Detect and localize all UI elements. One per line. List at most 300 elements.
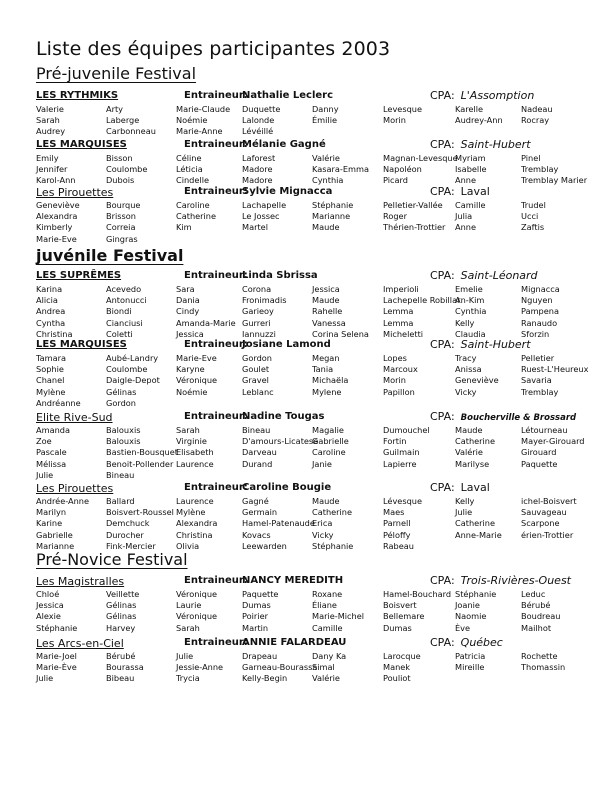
skater-last-name: Thomassin	[521, 662, 566, 673]
skater-last-name: Bisson	[106, 153, 133, 163]
skater-rows	[36, 284, 606, 340]
team-name: LES MARQUISES	[36, 339, 127, 350]
skater-last-name: Gélinas	[106, 600, 137, 611]
skater-rows	[36, 200, 606, 245]
skater-last-name: Gélinas	[106, 386, 137, 397]
cpa-club	[430, 138, 531, 151]
skater-last-name: Duquette	[242, 104, 281, 114]
skater-first-name: Noémie	[176, 386, 208, 397]
skater-last-name: Lévéillé	[242, 126, 274, 137]
cpa-club	[430, 574, 571, 587]
skater-last-name: Paquette	[521, 458, 558, 469]
skater-last-name: Laberge	[106, 115, 140, 126]
club-name: Boucherville & Brossard	[460, 413, 577, 423]
skater-last-name: Pelletier	[521, 353, 555, 363]
skater-first-name: Jessie-Anne	[176, 662, 224, 673]
skater-first-name: Vanessa	[312, 317, 346, 328]
team-block	[36, 575, 606, 634]
skater-first-name: Pascale	[36, 447, 67, 458]
skater-last-name: Veillette	[106, 589, 140, 599]
skater-last-name: Balouxis	[106, 436, 141, 447]
skater-first-name: Stéphanie	[312, 540, 354, 551]
skater-first-name: Sara	[176, 284, 195, 294]
skater-last-name: érien-Trottier	[521, 529, 574, 540]
skater-first-name: Valérie	[455, 447, 483, 458]
skater-first-name: Marie-Eve	[36, 233, 77, 244]
skater-first-name: Naomie	[455, 611, 487, 622]
skater-first-name: Danny	[312, 104, 339, 114]
skater-last-name: Paquette	[242, 589, 279, 599]
skater-last-name: Rabeau	[383, 540, 414, 551]
skater-first-name: Emelie	[455, 284, 483, 294]
team-header	[36, 186, 606, 200]
skater-last-name: Magnan-Levesque	[383, 153, 458, 163]
skater-row	[36, 470, 606, 481]
skater-last-name: Leewarden	[242, 540, 287, 551]
skater-last-name: Fortin	[383, 436, 407, 447]
team-block	[36, 186, 606, 245]
skater-first-name: Cindy	[176, 306, 200, 317]
skater-last-name: Marcoux	[383, 364, 418, 375]
skater-first-name: Valérie	[312, 153, 340, 163]
skater-first-name: Vicky	[312, 529, 334, 540]
skater-last-name: Fink-Mercier	[106, 540, 156, 551]
skater-last-name: Létourneau	[521, 425, 568, 435]
skater-last-name: Lévesque	[383, 496, 423, 506]
skater-last-name: Arty	[106, 104, 124, 114]
skater-last-name: Daigle-Depot	[106, 375, 160, 386]
skater-first-name: Maude	[312, 295, 340, 306]
coach-name: Caroline Bougie	[242, 482, 332, 493]
skater-first-name: Christina	[36, 328, 73, 339]
skater-first-name: Megan	[312, 353, 340, 363]
skater-first-name: Sarah	[176, 622, 200, 633]
skater-last-name: Brisson	[106, 211, 136, 222]
skater-first-name: Anne	[455, 222, 477, 233]
skater-last-name: Dumouchel	[383, 425, 430, 435]
skater-first-name: Marie-Eve	[176, 353, 217, 363]
skater-row	[36, 200, 606, 211]
team-header	[36, 270, 606, 284]
skater-last-name: Dubois	[106, 175, 135, 186]
skater-last-name: Coulombe	[106, 364, 148, 375]
skater-last-name: Coletti	[106, 328, 133, 339]
skater-first-name: Janie	[312, 458, 332, 469]
skater-last-name: Corona	[242, 284, 272, 294]
skater-first-name: Kasara-Emma	[312, 164, 370, 175]
skater-last-name: Drapeau	[242, 651, 278, 661]
skater-row	[36, 589, 606, 600]
skater-first-name: Marie-Michel	[312, 611, 365, 622]
skater-last-name: Bourassa	[106, 662, 144, 673]
skater-row	[36, 126, 606, 137]
club-name: Trois-Rivières-Ouest	[460, 574, 571, 587]
club-name: Québec	[460, 636, 503, 649]
skater-row	[36, 507, 606, 518]
cpa-label: CPA:	[430, 636, 455, 649]
skater-first-name: Dany Ka	[312, 651, 347, 661]
skater-last-name: Bineau	[106, 469, 135, 480]
skater-rows	[36, 589, 606, 634]
skater-last-name: Lachepelle Robillar	[383, 295, 461, 306]
skater-first-name: Myriam	[455, 153, 486, 163]
skater-first-name: Catherine	[455, 518, 496, 529]
skater-row	[36, 459, 606, 470]
skater-first-name: Cyntha	[36, 317, 66, 328]
skater-row	[36, 662, 606, 673]
skater-last-name: Ruest-L'Heureux	[521, 364, 589, 375]
skater-first-name: Andrea	[36, 306, 66, 317]
cpa-club	[430, 338, 531, 351]
skater-row	[36, 375, 606, 386]
skater-first-name: Jessica	[36, 600, 64, 611]
cpa-label: CPA:	[430, 269, 455, 282]
coach-label: Entraineur:	[184, 339, 248, 350]
skater-first-name: Olivia	[176, 540, 200, 551]
skater-first-name: Jennifer	[36, 164, 68, 175]
cpa-label: CPA:	[430, 574, 455, 587]
skater-first-name: Elisabeth	[176, 447, 214, 458]
skater-first-name: Vicky	[455, 386, 477, 397]
cpa-club	[430, 636, 503, 649]
skater-last-name: Boisvert	[383, 600, 417, 611]
skater-last-name: Carbonneau	[106, 126, 156, 137]
skater-row	[36, 104, 606, 115]
skater-last-name: Martin	[242, 622, 269, 633]
skater-first-name: Kelly	[455, 496, 475, 506]
skater-first-name: Cynthia	[312, 175, 344, 186]
skater-row	[36, 115, 606, 126]
skater-first-name: Joanie	[455, 600, 480, 611]
skater-first-name: Véronique	[176, 589, 218, 599]
skater-last-name: Trudel	[521, 200, 546, 210]
skater-last-name: Larocque	[383, 651, 421, 661]
skater-last-name: Germain	[242, 507, 278, 518]
skater-last-name: Gingras	[106, 233, 138, 244]
skater-last-name: Savaria	[521, 375, 552, 386]
skater-last-name: Aubé-Landry	[106, 353, 159, 363]
skater-first-name: Magalie	[312, 425, 344, 435]
skater-first-name: Noémie	[176, 115, 208, 126]
skater-last-name: Tremblay Marier	[521, 175, 588, 186]
skater-row	[36, 673, 606, 684]
skater-last-name: Garieoy	[242, 306, 274, 317]
skater-last-name: Mailhot	[521, 622, 552, 633]
skater-first-name: Marie-Claude	[176, 104, 231, 114]
skater-first-name: Alexandra	[36, 211, 78, 222]
skater-row	[36, 436, 606, 447]
skater-last-name: Hamel-Bouchard	[383, 589, 452, 599]
skater-first-name: Anne-Marie	[455, 529, 502, 540]
skater-last-name: Scarpone	[521, 518, 560, 529]
skater-row	[36, 651, 606, 662]
cpa-label: CPA:	[430, 410, 455, 423]
team-name: Les Arcs-en-Ciel	[36, 637, 124, 650]
skater-first-name: Stéphanie	[36, 622, 78, 633]
skater-last-name: Gélinas	[106, 611, 137, 622]
coach-label: Entraineur:	[184, 270, 248, 281]
skater-last-name: Gordon	[242, 353, 272, 363]
skater-first-name: Marie-Ève	[36, 662, 77, 673]
skater-last-name: Péloffy	[383, 529, 411, 540]
skater-row	[36, 518, 606, 529]
skater-first-name: Marie-Anne	[176, 126, 223, 137]
skater-last-name: Darveau	[242, 447, 277, 458]
team-block	[36, 139, 606, 187]
coach-label: Entraineur:	[184, 411, 248, 422]
skater-last-name: Roger	[383, 211, 407, 222]
skater-first-name: Céline	[176, 153, 202, 163]
skater-first-name: Audrey	[36, 126, 66, 137]
skater-first-name: Maude	[455, 425, 483, 435]
team-name: Les Pirouettes	[36, 482, 114, 495]
cpa-club	[430, 269, 538, 282]
team-block	[36, 482, 606, 552]
skater-first-name: Maude	[312, 496, 340, 506]
skater-last-name: Gravel	[242, 375, 269, 386]
skater-first-name: Léticia	[176, 164, 203, 175]
skater-last-name: Pampena	[521, 306, 560, 317]
skater-last-name: Ranaudo	[521, 317, 558, 328]
skater-last-name: Tremblay	[521, 164, 559, 175]
team-header	[36, 90, 606, 104]
skater-first-name: Valerie	[36, 104, 64, 114]
skater-last-name: Lemma	[383, 317, 414, 328]
skater-first-name: Emily	[36, 153, 59, 163]
cpa-label: CPA:	[430, 338, 455, 351]
skater-last-name: Dumas	[383, 622, 412, 633]
coach-name: Linda Sbrissa	[242, 270, 318, 281]
skater-last-name: Lachapelle	[242, 200, 287, 210]
team-block	[36, 339, 606, 409]
skater-last-name: Hamel-Patenaude	[242, 518, 315, 529]
skater-first-name: Audrey-Ann	[455, 115, 503, 126]
skater-last-name: Picard	[383, 175, 408, 186]
skater-row	[36, 295, 606, 306]
cpa-club	[430, 89, 534, 102]
skater-last-name: Balouxis	[106, 425, 141, 435]
skater-last-name: Manek	[383, 662, 411, 673]
skater-last-name: Bellemare	[383, 611, 425, 622]
skater-last-name: Morin	[383, 375, 406, 386]
section-title: Pré-Novice Festival	[36, 550, 188, 569]
skater-first-name: Amanda	[36, 425, 70, 435]
skater-last-name: Girouard	[521, 447, 557, 458]
skater-last-name: Morin	[383, 115, 406, 126]
skater-first-name: Julie	[36, 673, 54, 684]
skater-first-name: Valérie	[312, 673, 340, 684]
skater-last-name: Goulet	[242, 364, 270, 375]
skater-last-name: Dumas	[242, 600, 271, 611]
skater-first-name: Marianne	[36, 540, 75, 551]
skater-last-name: Acevedo	[106, 284, 142, 294]
skater-row	[36, 234, 606, 245]
skater-last-name: Gagné	[242, 496, 269, 506]
skater-first-name: Alexie	[36, 611, 61, 622]
skater-first-name: Véronique	[176, 611, 218, 622]
coach-name: Josiane Lamond	[242, 339, 331, 350]
skater-row	[36, 284, 606, 295]
skater-last-name: Nguyen	[521, 295, 553, 306]
skater-first-name: Mélissa	[36, 458, 67, 469]
skater-last-name: Lopes	[383, 353, 407, 363]
skater-last-name: Madore	[242, 175, 273, 186]
skater-last-name: ichel-Boisvert	[521, 496, 577, 506]
skater-last-name: Thérien-Trottier	[383, 222, 446, 233]
cpa-label: CPA:	[430, 185, 455, 198]
skater-last-name: Levesque	[383, 104, 423, 114]
skater-row	[36, 425, 606, 436]
skater-first-name: Anissa	[455, 364, 482, 375]
skater-first-name: Sarah	[36, 115, 60, 126]
skater-last-name: Garneau-Bourassa	[242, 662, 318, 673]
skater-first-name: Chanel	[36, 375, 65, 386]
skater-last-name: Boudreau	[521, 611, 561, 622]
team-header	[36, 482, 606, 496]
skater-last-name: Kelly-Begin	[242, 673, 288, 684]
skater-last-name: Gordon	[106, 397, 136, 408]
skater-last-name: Pouliot	[383, 673, 411, 684]
club-name: Laval	[460, 185, 490, 198]
skater-first-name: Stéphanie	[312, 200, 354, 210]
skater-row	[36, 611, 606, 622]
skater-last-name: Sforzin	[521, 328, 550, 339]
skater-first-name: Mireille	[455, 662, 485, 673]
skater-first-name: Catherine	[312, 507, 353, 518]
coach-label: Entraineur:	[184, 575, 248, 586]
skater-first-name: Andrée-Anne	[36, 496, 90, 506]
skater-row	[36, 306, 606, 317]
skater-first-name: Émilie	[312, 115, 338, 126]
skater-last-name: Mayer-Girouard	[521, 436, 585, 447]
skater-row	[36, 447, 606, 458]
skater-first-name: Andréanne	[36, 397, 81, 408]
skater-row	[36, 387, 606, 398]
skater-last-name: Fronimadis	[242, 295, 287, 306]
skater-first-name: Chloé	[36, 589, 60, 599]
skater-first-name: Mylène	[176, 507, 206, 518]
skater-rows	[36, 104, 606, 138]
skater-last-name: Papillon	[383, 386, 415, 397]
skater-first-name: Marilyn	[36, 507, 67, 518]
skater-first-name: Isabelle	[455, 164, 487, 175]
skater-last-name: Boisvert-Roussel	[106, 507, 174, 518]
skater-rows	[36, 153, 606, 187]
team-block	[36, 90, 606, 138]
skater-first-name: Kelly	[455, 317, 475, 328]
skater-last-name: Sauvageau	[521, 507, 567, 518]
skater-first-name: An-Kim	[455, 295, 485, 306]
skater-first-name: Corina Selena	[312, 328, 369, 339]
skater-first-name: Julia	[455, 211, 473, 222]
coach-label: Entraineur:	[184, 637, 248, 648]
skater-last-name: Mignacca	[521, 284, 560, 294]
skater-first-name: Amanda-Marie	[176, 317, 236, 328]
coach-name: NANCY MEREDITH	[242, 575, 344, 586]
skater-rows	[36, 425, 606, 481]
skater-last-name: Lemma	[383, 306, 414, 317]
skater-first-name: Sarah	[176, 425, 200, 435]
skater-first-name: Véronique	[176, 375, 218, 386]
skater-first-name: Michaëla	[312, 375, 349, 386]
skater-row	[36, 153, 606, 164]
skater-row	[36, 623, 606, 634]
team-block	[36, 411, 606, 481]
skater-first-name: Laurence	[176, 496, 214, 506]
skater-last-name: Martel	[242, 222, 268, 233]
skater-rows	[36, 496, 606, 552]
team-name: Les Pirouettes	[36, 186, 114, 199]
skater-row	[36, 364, 606, 375]
skater-last-name: D'amours-Licatese	[242, 436, 319, 447]
skater-last-name: Madore	[242, 164, 273, 175]
skater-last-name: Pelletier-Vallée	[383, 200, 443, 210]
skater-last-name: Biondi	[106, 306, 132, 317]
skater-first-name: Mylene	[312, 386, 342, 397]
skater-last-name: Cianciusi	[106, 317, 143, 328]
skater-last-name: Coulombe	[106, 164, 148, 175]
skater-rows	[36, 353, 606, 409]
skater-first-name: Zoe	[36, 436, 52, 447]
skater-first-name: Marianne	[312, 211, 351, 222]
coach-label: Entraineur:	[184, 90, 248, 101]
skater-row	[36, 496, 606, 507]
skater-first-name: Ève	[455, 622, 471, 633]
skater-rows	[36, 651, 606, 685]
skater-row	[36, 530, 606, 541]
skater-last-name: Benoit-Pollender	[106, 458, 174, 469]
skater-first-name: Jessica	[312, 284, 340, 294]
skater-last-name: Bibeau	[106, 673, 135, 684]
skater-last-name: Maes	[383, 507, 405, 518]
club-name: Saint-Hubert	[460, 338, 531, 351]
skater-last-name: Bérubé	[106, 651, 136, 661]
skater-first-name: Geneviève	[36, 200, 80, 210]
coach-name: Nathalie Leclerc	[242, 90, 334, 101]
skater-last-name: Zaftis	[521, 222, 545, 233]
team-name: Elite Rive-Sud	[36, 411, 113, 424]
skater-last-name: Pinel	[521, 153, 541, 163]
coach-name: Nadine Tougas	[242, 411, 325, 422]
skater-first-name: Éliane	[312, 600, 337, 611]
skater-first-name: Catherine	[176, 211, 217, 222]
skater-last-name: Lapierre	[383, 458, 417, 469]
skater-first-name: Virginie	[176, 436, 207, 447]
skater-first-name: Marie-Joel	[36, 651, 77, 661]
skater-row	[36, 600, 606, 611]
cpa-club	[430, 410, 576, 423]
skater-last-name: Iannuzzi	[242, 328, 276, 339]
club-name: Laval	[460, 481, 490, 494]
skater-last-name: Kovacs	[242, 529, 271, 540]
coach-label: Entraineur:	[184, 139, 248, 150]
skater-first-name: Anne	[455, 175, 477, 186]
skater-first-name: Claudia	[455, 328, 486, 339]
team-block	[36, 270, 606, 340]
skater-last-name: Bastien-Bousquet	[106, 447, 178, 458]
coach-name: Mélanie Gagné	[242, 139, 326, 150]
cpa-label: CPA:	[430, 138, 455, 151]
page-title: Liste des équipes participantes 2003	[36, 38, 391, 60]
skater-last-name: Gurreri	[242, 317, 271, 328]
skater-last-name: Napoléon	[383, 164, 422, 175]
skater-first-name: Julie	[36, 469, 54, 480]
team-name: LES SUPRÊMES	[36, 270, 122, 281]
skater-first-name: Caroline	[176, 200, 210, 210]
skater-first-name: Cindelle	[176, 175, 210, 186]
cpa-label: CPA:	[430, 89, 455, 102]
skater-first-name: Karol-Ann	[36, 175, 76, 186]
